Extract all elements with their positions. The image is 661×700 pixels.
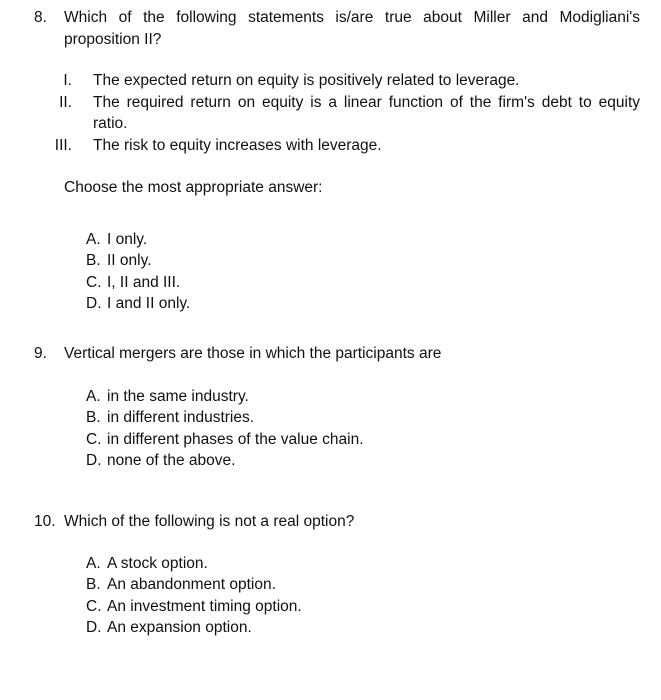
statement-ii-number: II. (59, 93, 72, 111)
option-text: in different phases of the value chain. (107, 430, 364, 448)
question-9-option-c[interactable] (86, 429, 364, 450)
question-9-number: 9. (34, 345, 47, 362)
question-9-header (34, 343, 640, 365)
question-9-options (86, 386, 364, 471)
question-10-number: 10. (34, 513, 56, 530)
question-8-options (86, 229, 190, 314)
option-text: A stock option. (107, 555, 208, 572)
question-10-text: Which of the following is not a real option? (64, 513, 355, 530)
option-text: I and II only. (107, 294, 191, 312)
question-10-options (86, 553, 302, 638)
question-8 (34, 7, 640, 51)
question-8-option-a[interactable] (86, 229, 190, 250)
option-letter: A. (86, 555, 101, 572)
option-text: I, II and III. (107, 273, 181, 291)
statement-ii (50, 92, 640, 135)
option-text: An investment timing option. (107, 597, 302, 615)
statement-iii (50, 135, 640, 157)
question-10-option-c[interactable] (86, 596, 302, 617)
option-text: I only. (107, 231, 148, 248)
option-letter: C. (86, 597, 102, 615)
question-8-option-b[interactable] (86, 250, 190, 271)
question-9-option-b[interactable] (86, 407, 364, 428)
option-text: An expansion option. (107, 618, 252, 636)
option-letter: D. (86, 618, 102, 636)
question-8-prompt: Choose the most appropriate answer: (64, 179, 323, 196)
question-9-option-a[interactable] (86, 386, 364, 407)
option-letter: B. (86, 576, 101, 594)
question-9 (34, 343, 640, 365)
question-8-statements (50, 70, 640, 156)
statement-iii-number: III. (54, 136, 72, 154)
option-text: in different industries. (107, 409, 255, 427)
statement-iii-text: The risk to equity increases with leverage. (93, 136, 382, 154)
question-9-option-d[interactable] (86, 450, 364, 471)
statement-i (50, 70, 640, 92)
option-letter: B. (86, 252, 101, 270)
option-text: II only. (107, 252, 152, 270)
question-10-option-a[interactable] (86, 553, 302, 574)
question-8-option-c[interactable] (86, 272, 190, 293)
question-10-option-b[interactable] (86, 574, 302, 595)
option-letter: A. (86, 231, 101, 248)
option-text: in the same industry. (107, 388, 249, 405)
option-letter: C. (86, 273, 102, 291)
statement-i-number: I. (63, 72, 72, 89)
option-text: An abandonment option. (107, 576, 276, 594)
statement-ii-text: The required return on equity is a linear function of the firm's debt to equity ratio. (93, 93, 640, 132)
option-letter: D. (86, 294, 102, 312)
option-letter: C. (86, 430, 102, 448)
question-8-option-d[interactable] (86, 293, 190, 314)
question-8-text: Which of the following statements is/are true about Miller and Modigliani's proposition II? (64, 9, 640, 48)
question-10-header (34, 511, 640, 533)
question-10 (34, 511, 640, 533)
option-letter: D. (86, 451, 102, 469)
option-letter: B. (86, 409, 101, 427)
statement-i-text: The expected return on equity is positively related to leverage. (93, 72, 520, 89)
option-text: none of the above. (107, 451, 236, 469)
question-8-number: 8. (34, 9, 47, 26)
option-letter: A. (86, 388, 101, 405)
question-10-option-d[interactable] (86, 617, 302, 638)
question-8-header (34, 7, 640, 51)
question-9-text: Vertical mergers are those in which the participants are (64, 345, 442, 362)
